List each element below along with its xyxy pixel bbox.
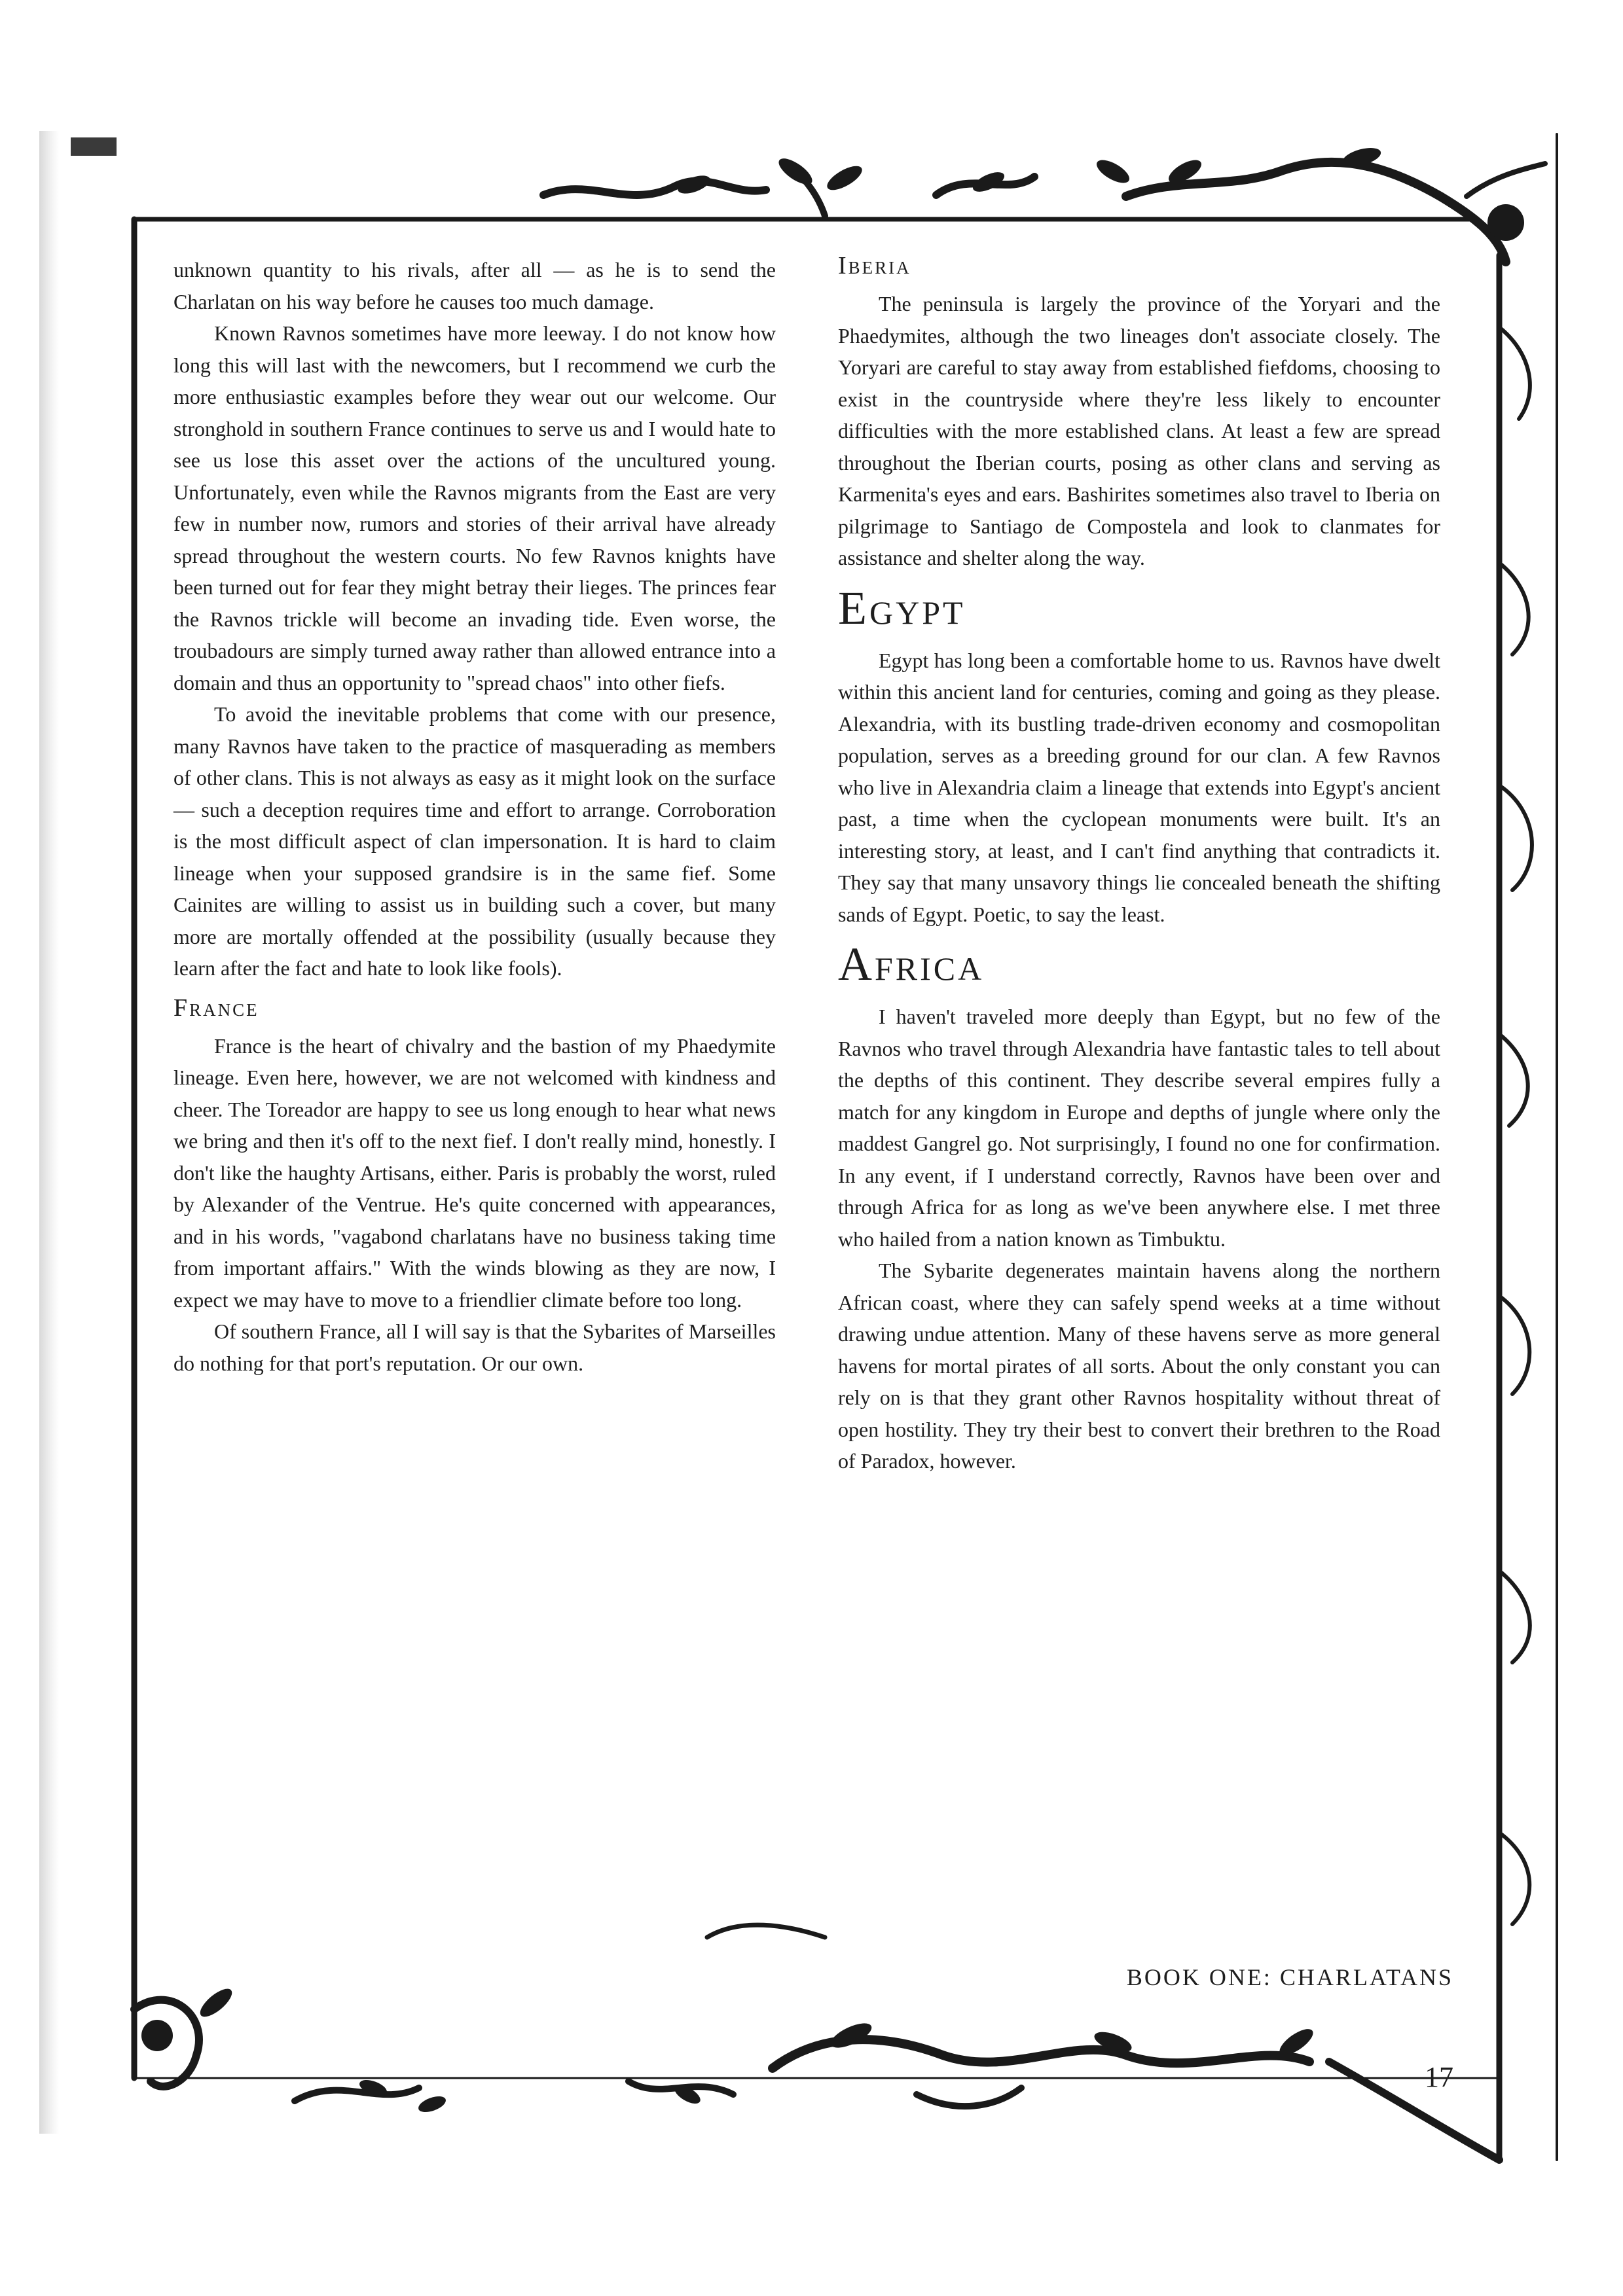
- paragraph: To avoid the inevitable problems that come with our presence, many Ravnos have taken to the practice of masquerading as members of other clans. This is not always as easy as it might look on the surface — such a deception requires time and effort to arrange. Corroboration is the most difficult aspect of clan impersonation. It is hard to claim lineage when your supposed grandsire is in the same fief. Some Cainites are willing to assist us in building such a cover, but many more are mortally offended at the possibility (usually because they learn after the fact and hate to look like fools).: [173, 702, 776, 980]
- paragraph: Egypt has long been a comfortable home to us. Ravnos have dwelt within this ancient land for centuries, coming and going as they please. Alexandria, with its bustling trade-driven economy and cosmopolitan population, serves as a breeding ground for our clan. A few Ravnos who live in Alexandria claim a lineage that extends into Egypt's ancient past, a time when the cyclopean monuments were built. It's an interesting story, at least, and I can't find anything that contradicts it. They say that many unsavory things lie concealed beneath the shifting sands of Egypt. Poetic, to say the least.: [838, 648, 1440, 926]
- section-heading-egypt: Egypt: [838, 581, 966, 634]
- paragraph: I haven't traveled more deeply than Egypt, but no few of the Ravnos who travel through Alexandria have fantastic tales to tell about the depths of this continent. They describe several empires fully a match for any kingdom in Europe and depths of jungle where only the maddest Gangrel go. Not surprisingly, I found no one for confirmation. In any event, if I understand correctly, Ravnos have been over and through Africa for as long as we've been anywhere else. I met three who hailed from a nation known as Timbuktu.: [838, 1005, 1440, 1251]
- right-tendril-5: [1499, 1296, 1529, 1394]
- bottom-vine-lower: [917, 2088, 1021, 2106]
- section-heading-france: France: [173, 994, 259, 1022]
- bottom-vine-1: [295, 2088, 419, 2101]
- bottom-vine-arch: [707, 1925, 825, 1937]
- paragraph: Of southern France, all I will say is that the Sybarites of Marseilles do nothing for that port's reputation. Or our own.: [173, 1319, 776, 1375]
- right-tendril-1: [1499, 327, 1530, 419]
- section-heading-africa: Africa: [838, 938, 985, 990]
- left-column: [173, 254, 776, 1379]
- leaf-icon: [676, 172, 712, 197]
- right-tendril-2: [1499, 563, 1529, 655]
- corner-knot-icon: [1487, 204, 1524, 241]
- page-number: 17: [1425, 2061, 1453, 2093]
- paragraph: France is the heart of chivalry and the bastion of my Phaedymite lineage. Even here, however, we are not welcomed with kindness and cheer. The Toreador are happy to see us long enough to hear what news we bring and then it's off to the next fief. I don't really mind, honestly. I don't like the haughty Artisans, either. Paris is probably the worst, ruled by Alexander of the Ventrue. He's quite concerned with appearances, and in his words, "vagabond charlatans have no business taking time from important affairs." With the winds blowing as they are now, I expect we may have to move to a friendlier climate before too long.: [173, 1033, 776, 1312]
- paragraph: Known Ravnos sometimes have more leeway. I do not know how long this will last with the newcomers, but I recommend we curb the more enthusiastic examples before they wear out our welcome. Our stronghold in southern France continues to serve us and I would hate to see us lose this asset over the actions of the uncultured young. Unfortunately, even while the Ravnos migrants from the East are very few in number now, rumors and stories of their arrival have already spread throughout the western courts. No few Ravnos knights have been turned out for fear they might betray their lieges. The princes fear the Ravnos trickle will become an invading tide. Even worse, the troubadours are simply turned away rather than allowed entrance into a domain and thus an opportunity to "spread chaos" into other fiefs.: [173, 321, 776, 694]
- right-tendril-3: [1499, 785, 1532, 890]
- right-tendril-7: [1499, 1833, 1529, 1924]
- paragraph: The Sybarite degenerates maintain havens along the northern African coast, where they can safely spend weeks at a time without drawing undue attention. Many of these havens serve as more general havens for mortal pirates of all sorts. About the only constant you can rely on is that they grant other Ravnos hospitality without threat of open hostility. They try their best to convert their brethren to the Road of Paradox, however.: [838, 1259, 1440, 1473]
- leaf-icon: [824, 162, 866, 195]
- paragraph: The peninsula is largely the province of the Yoryari and the Phaedymites, although the two lineages don't associate closely. The Yoryari are careful to stay away from established fiefdoms, choosing to exist in the countryside where they're less likely to encounter difficulties with the more established clans. At least a few are spread throughout the Iberian courts, posing as other clans and serving as Karmenita's eyes and ears. Bashirites sometimes also travel to Iberia on pilgrimage to Santiago de Compostela and look to clanmates for assistance and shelter along the way.: [838, 292, 1440, 569]
- leaf-icon: [1093, 156, 1133, 188]
- right-tendril-4: [1499, 1034, 1528, 1126]
- footer-book-title: BOOK ONE: CHARLATANS: [1126, 1964, 1453, 1990]
- right-tendril-6: [1499, 1571, 1530, 1662]
- paragraph: unknown quantity to his rivals, after all — as he is to send the Charlatan on his way before he causes too much damage.: [173, 258, 776, 314]
- leaf-icon: [775, 154, 816, 189]
- top-corner-sprig: [1467, 164, 1545, 196]
- top-vine-1: [543, 181, 766, 195]
- corner-knot-icon: [141, 2020, 173, 2051]
- right-column: [838, 254, 1440, 1477]
- leaf-icon: [416, 2093, 448, 2115]
- section-heading-iberia: Iberia: [838, 252, 911, 279]
- leaf-icon: [196, 1984, 236, 2022]
